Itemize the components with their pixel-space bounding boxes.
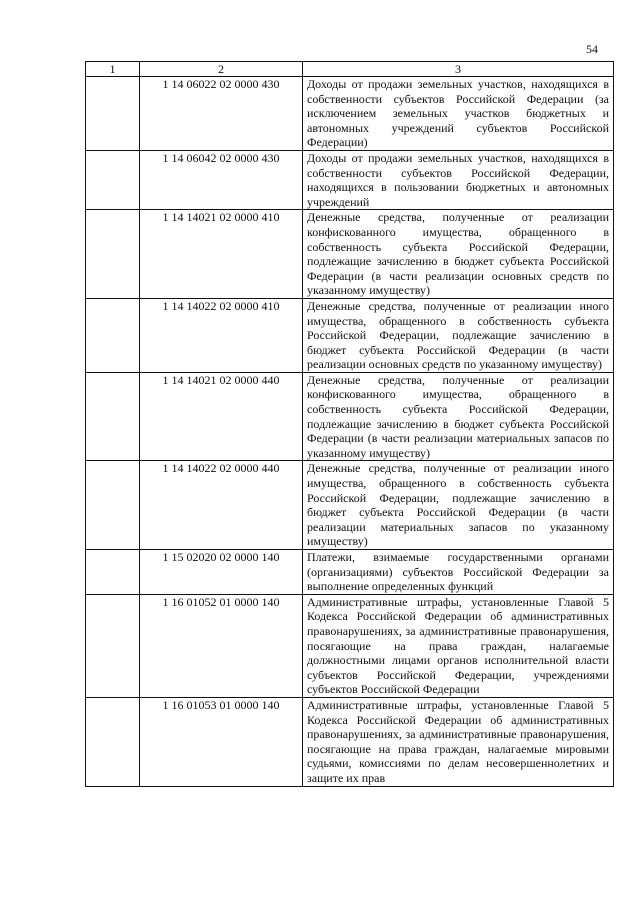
- revenue-description: Административные штрафы, установленные Главой 5 Кодекса Российской Федерации об административных правонарушениях, за административные правонарушения, посягающие на права граждан, налагаемые должностными лицами органов исполнительной власти субъектов Российской Федерации, учреждениями субъектов Российской Федерации: [303, 594, 614, 697]
- row-number-cell: [86, 372, 140, 461]
- table-row: [86, 298, 614, 372]
- revenue-description: Денежные средства, полученные от реализации конфискованного имущества, обращенного в собственность субъекта Российской Федерации, подлежащие зачислению в бюджет субъекта Российской Федерации (в части реализации основных средств по указанному имуществу): [303, 210, 614, 299]
- revenue-description: Доходы от продажи земельных участков, находящихся в собственности субъектов Российской Федерации (за исключением земельных участков бюджетных и автономных учреждений субъектов Российской Федерации): [303, 77, 614, 151]
- row-number-cell: [86, 77, 140, 151]
- column-header-2: 2: [140, 62, 303, 77]
- row-number-cell: [86, 594, 140, 697]
- row-number-cell: [86, 298, 140, 372]
- table-row: [86, 372, 614, 461]
- row-number-cell: [86, 550, 140, 595]
- table-row: [86, 150, 614, 209]
- revenue-description: Платежи, взимаемые государственными органами (организациями) субъектов Российской Федерации за выполнение определенных функций: [303, 550, 614, 595]
- column-header-3: 3: [303, 62, 614, 77]
- revenue-description: Административные штрафы, установленные Главой 5 Кодекса Российской Федерации об административных правонарушениях, за административные правонарушения, посягающие на права граждан, налагаемые мировыми судьями, комиссиями по делам несовершеннолетних и защите их прав: [303, 697, 614, 786]
- table-row: [86, 461, 614, 550]
- budget-classification-table: [85, 61, 614, 787]
- table-header-row: [86, 62, 614, 77]
- revenue-code: 1 14 06042 02 0000 430: [140, 150, 303, 209]
- revenue-code: 1 14 14021 02 0000 440: [140, 372, 303, 461]
- table-row: [86, 77, 614, 151]
- page-number: 54: [586, 42, 598, 56]
- row-number-cell: [86, 697, 140, 786]
- revenue-description: Денежные средства, полученные от реализации иного имущества, обращенного в собственность субъекта Российской Федерации, подлежащие зачислению в бюджет субъекта Российской Федерации (в части реализации материальных запасов по указанному имуществу): [303, 461, 614, 550]
- row-number-cell: [86, 210, 140, 299]
- row-number-cell: [86, 150, 140, 209]
- revenue-code: 1 14 14021 02 0000 410: [140, 210, 303, 299]
- table-row: [86, 210, 614, 299]
- revenue-description: Доходы от продажи земельных участков, находящихся в собственности субъектов Российской Федерации, находящихся в пользовании бюджетных и автономных учреждений: [303, 150, 614, 209]
- table-row: [86, 697, 614, 786]
- revenue-code: 1 15 02020 02 0000 140: [140, 550, 303, 595]
- revenue-code: 1 14 14022 02 0000 440: [140, 461, 303, 550]
- column-header-1: 1: [86, 62, 140, 77]
- row-number-cell: [86, 461, 140, 550]
- revenue-code: 1 16 01052 01 0000 140: [140, 594, 303, 697]
- revenue-code: 1 14 06022 02 0000 430: [140, 77, 303, 151]
- revenue-description: Денежные средства, полученные от реализации конфискованного имущества, обращенного в собственность субъекта Российской Федерации, подлежащие зачислению в бюджет субъекта Российской Федерации (в части реализации материальных запасов по указанному имуществу): [303, 372, 614, 461]
- revenue-code: 1 16 01053 01 0000 140: [140, 697, 303, 786]
- revenue-code: 1 14 14022 02 0000 410: [140, 298, 303, 372]
- table-row: [86, 550, 614, 595]
- revenue-description: Денежные средства, полученные от реализации иного имущества, обращенного в собственность субъекта Российской Федерации, подлежащие зачислению в бюджет субъекта Российской Федерации (в части реализации основных средств по указанному имуществу): [303, 298, 614, 372]
- table-row: [86, 594, 614, 697]
